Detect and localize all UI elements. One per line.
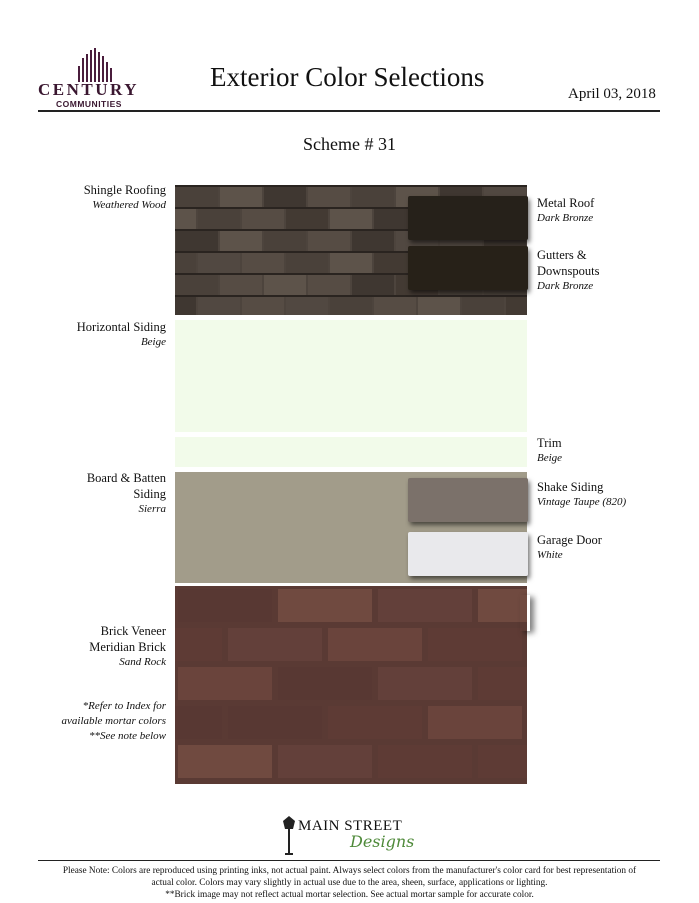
note-line3: **Brick image may not reflect actual mortar selection. See actual mortar sample for accurate color. bbox=[165, 890, 534, 900]
label-name-line1: Gutters & bbox=[537, 248, 587, 262]
label-name: Shake Siding bbox=[537, 480, 604, 494]
label-color: Dark Bronze bbox=[537, 280, 594, 292]
shingle-row-line bbox=[175, 185, 527, 187]
shake-siding-chip bbox=[408, 478, 528, 522]
label-color: Weathered Wood bbox=[92, 199, 166, 211]
shingle-tile bbox=[264, 187, 306, 207]
label-garage-door bbox=[537, 532, 687, 563]
label-name: Shingle Roofing bbox=[83, 183, 166, 197]
shingle-tile bbox=[264, 275, 306, 295]
label-color: Beige bbox=[537, 452, 563, 464]
shingle-tile bbox=[330, 253, 372, 273]
brick bbox=[428, 706, 522, 739]
shingle-tile bbox=[220, 187, 262, 207]
shingle-tile bbox=[176, 275, 218, 295]
brick bbox=[278, 589, 372, 622]
brick bbox=[175, 628, 222, 661]
garage-door-chip bbox=[408, 532, 528, 576]
label-color: White bbox=[537, 549, 563, 561]
brick bbox=[228, 628, 322, 661]
brick bbox=[478, 745, 527, 778]
brick bbox=[328, 628, 422, 661]
shingle-tile bbox=[352, 187, 394, 207]
brick bbox=[278, 745, 372, 778]
shingle-tile bbox=[264, 231, 306, 251]
shingle-tile bbox=[220, 231, 262, 251]
shingle-row-line bbox=[175, 295, 527, 297]
label-horizontal-siding bbox=[6, 319, 166, 350]
shingle-tile bbox=[175, 253, 196, 273]
shingle-tile bbox=[220, 275, 262, 295]
label-name: Trim bbox=[537, 436, 562, 450]
note-line1: Please Note: Colors are reproduced using printing inks, not actual paint. Always select colors from the manufacturer's color card for best representation of bbox=[62, 866, 637, 876]
shingle-tile bbox=[374, 297, 416, 315]
brick-veneer-swatch bbox=[175, 586, 527, 784]
shingle-tile bbox=[352, 231, 394, 251]
document-title: Exterior Color Selections bbox=[210, 62, 485, 92]
note-line2: actual color. Colors may vary slightly in actual use due to the area, sheen, surface, applications or lighting. bbox=[151, 878, 548, 888]
shingle-tile bbox=[506, 297, 527, 315]
label-name: Metal Roof bbox=[537, 196, 595, 210]
shingle-tile bbox=[308, 231, 350, 251]
brick bbox=[428, 628, 522, 661]
label-metal-roof bbox=[537, 195, 687, 226]
shingle-tile bbox=[242, 297, 284, 315]
label-name-line2: Meridian Brick bbox=[89, 640, 166, 654]
metal-roof-chip bbox=[408, 196, 528, 240]
shingle-tile bbox=[352, 275, 394, 295]
label-brick-veneer bbox=[6, 623, 166, 670]
shingle-tile bbox=[242, 253, 284, 273]
note-line2: available mortar colors bbox=[61, 715, 166, 727]
brick bbox=[278, 667, 372, 700]
label-color: Dark Bronze bbox=[537, 212, 594, 224]
trim-swatch bbox=[175, 437, 527, 467]
designs-script: Designs bbox=[350, 832, 415, 851]
logo-wordmark: CENTURY bbox=[38, 80, 139, 99]
brick bbox=[228, 706, 322, 739]
shingle-tile bbox=[286, 209, 328, 229]
label-color: Sierra bbox=[138, 503, 166, 515]
brick bbox=[378, 745, 472, 778]
label-name-line2: Siding bbox=[133, 487, 166, 501]
shingle-tile bbox=[175, 209, 196, 229]
shingle-tile bbox=[330, 209, 372, 229]
shingle-tile bbox=[462, 297, 504, 315]
label-name-line2: Downspouts bbox=[537, 264, 600, 278]
document-date: April 03, 2018 bbox=[568, 86, 656, 102]
brick bbox=[178, 667, 272, 700]
label-name: Garage Door bbox=[537, 533, 602, 547]
brick-chip-shadow bbox=[520, 595, 530, 631]
scheme-title: Scheme # 31 bbox=[303, 134, 396, 154]
shingle-tile bbox=[176, 231, 218, 251]
brick bbox=[378, 589, 472, 622]
shingle-tile bbox=[176, 187, 218, 207]
label-trim bbox=[537, 435, 687, 466]
shingle-tile bbox=[175, 297, 196, 315]
footer-divider bbox=[38, 860, 660, 861]
shingle-tile bbox=[418, 297, 460, 315]
brick bbox=[378, 667, 472, 700]
shingle-tile bbox=[308, 187, 350, 207]
main-street-wordmark: MAIN STREET bbox=[298, 818, 403, 834]
brick bbox=[328, 706, 422, 739]
disclaimer-note bbox=[20, 865, 679, 901]
label-name: Horizontal Siding bbox=[76, 320, 166, 334]
label-name-line1: Board & Batten bbox=[86, 471, 166, 485]
label-name-line1: Brick Veneer bbox=[100, 624, 166, 638]
shingle-tile bbox=[198, 209, 240, 229]
shingle-tile bbox=[330, 297, 372, 315]
label-color: Vintage Taupe (820) bbox=[537, 496, 627, 508]
brick bbox=[175, 706, 222, 739]
label-board-batten bbox=[6, 470, 166, 517]
note-line1: *Refer to Index for bbox=[82, 700, 166, 712]
header-divider bbox=[38, 110, 660, 112]
shingle-tile bbox=[286, 297, 328, 315]
label-shake-siding bbox=[537, 479, 687, 510]
shingle-tile bbox=[308, 275, 350, 295]
label-shingle-roofing bbox=[6, 182, 166, 213]
horizontal-siding-swatch bbox=[175, 320, 527, 432]
brick bbox=[478, 667, 527, 700]
shingle-tile bbox=[286, 253, 328, 273]
gutters-chip bbox=[408, 246, 528, 290]
shingle-tile bbox=[198, 253, 240, 273]
label-color: Sand Rock bbox=[119, 656, 166, 668]
label-gutters bbox=[537, 247, 687, 294]
brick-mortar-note bbox=[6, 699, 166, 744]
label-color: Beige bbox=[140, 336, 166, 348]
shingle-tile bbox=[198, 297, 240, 315]
note-line3: **See note below bbox=[89, 730, 166, 742]
logo-subtitle: COMMUNITIES bbox=[56, 99, 122, 109]
shingle-tile bbox=[242, 209, 284, 229]
brick bbox=[178, 745, 272, 778]
brick bbox=[178, 589, 272, 622]
